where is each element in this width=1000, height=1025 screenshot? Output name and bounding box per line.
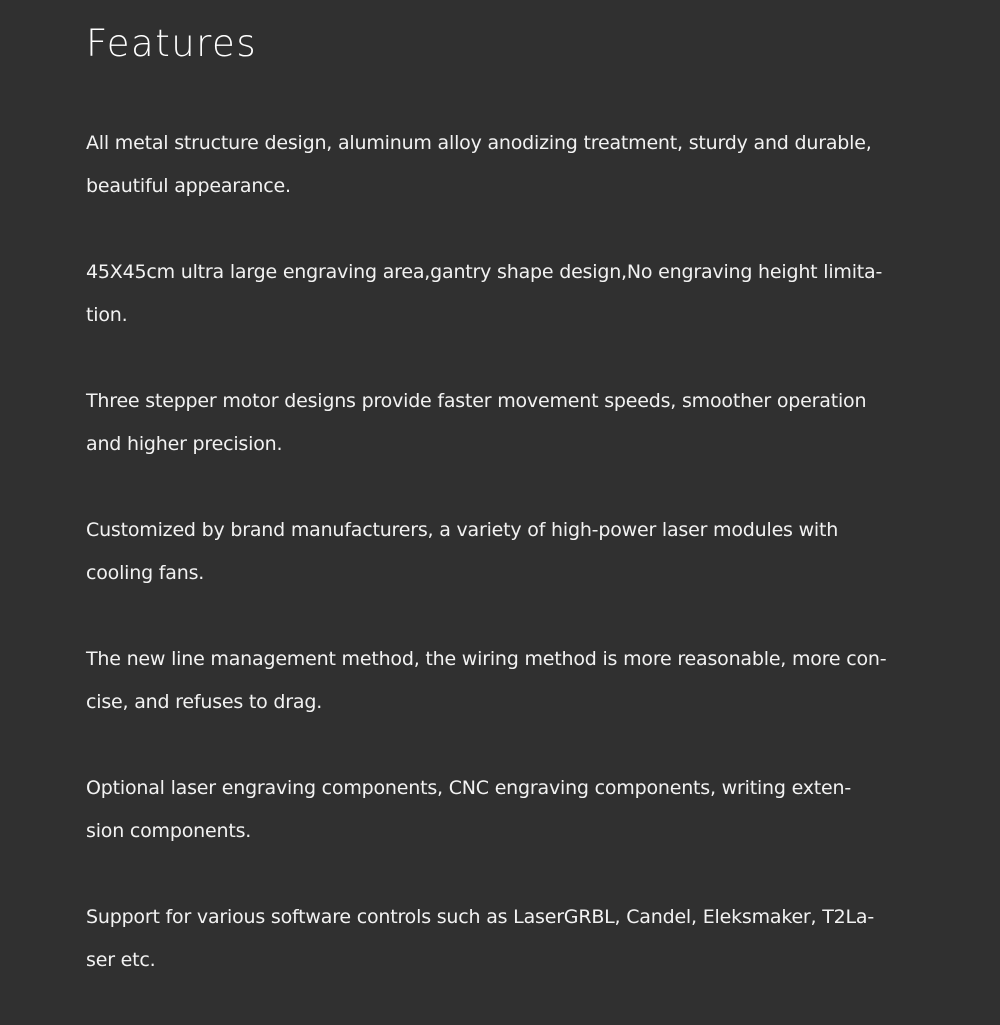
feature-line: beautiful appearance. <box>86 175 291 197</box>
feature-line: Three stepper motor designs provide faster movement speeds, smoother operation <box>86 390 867 412</box>
feature-line: and higher precision. <box>86 433 283 455</box>
feature-item <box>86 509 916 595</box>
feature-line: Customized by brand manufacturers, a variety of high-power laser modules with <box>86 519 839 541</box>
feature-item <box>86 251 916 337</box>
feature-line: All metal structure design, aluminum alloy anodizing treatment, sturdy and durable, <box>86 132 872 154</box>
feature-line: cooling fans. <box>86 562 205 584</box>
feature-item <box>86 380 916 466</box>
feature-line: tion. <box>86 304 128 326</box>
feature-line: The new line management method, the wiring method is more reasonable, more con- <box>86 648 887 670</box>
feature-item <box>86 638 916 724</box>
feature-item <box>86 896 916 982</box>
page-title: Features <box>86 22 258 65</box>
feature-line: Support for various software controls such as LaserGRBL, Candel, Eleksmaker, T2La- <box>86 906 875 928</box>
feature-line: 45X45cm ultra large engraving area,gantry shape design,No engraving height limita- <box>86 261 883 283</box>
feature-line: sion components. <box>86 820 252 842</box>
feature-line: cise, and refuses to drag. <box>86 691 323 713</box>
feature-list <box>86 122 916 1025</box>
feature-line: Optional laser engraving components, CNC engraving components, writing exten- <box>86 777 852 799</box>
feature-item <box>86 767 916 853</box>
feature-item <box>86 122 916 208</box>
feature-line: ser etc. <box>86 949 156 971</box>
